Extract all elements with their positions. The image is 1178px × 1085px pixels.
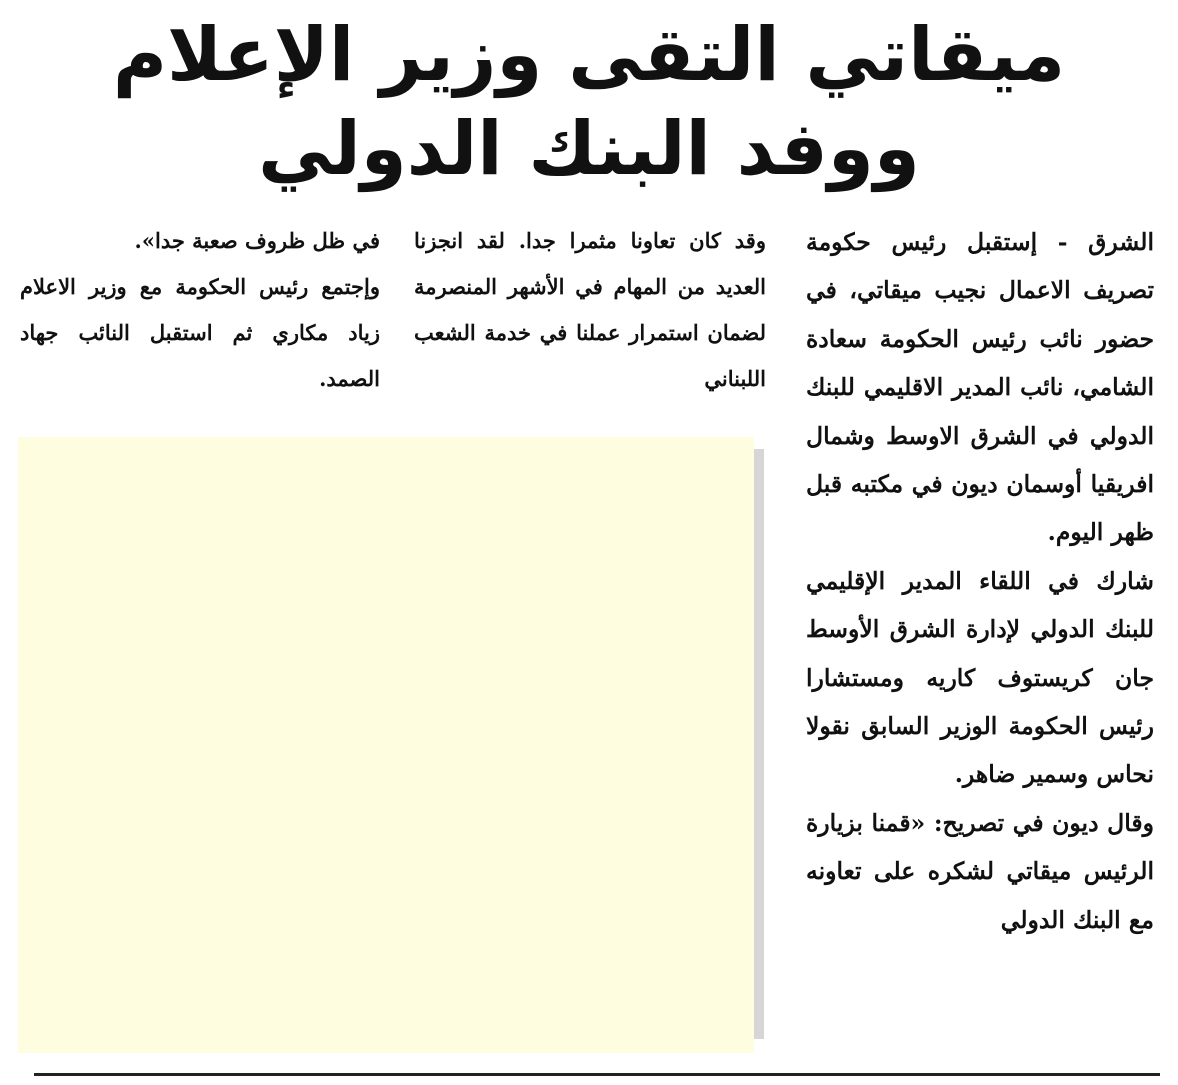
bottom-divider [34, 1073, 1160, 1076]
paragraph: الشرق - إستقبل رئيس حكومة تصريف الاعمال نجيب ميقاتي، في حضور نائب رئيس الحكومة سعادة الشامي، نائب المدير الاقليمي للبنك الدولي في الشرق الاوسط وشمال افريقيا أوسمان ديون في مكتبه قبل ظهر اليوم. [806, 228, 1154, 547]
article-column-right [806, 218, 1154, 944]
paragraph: في ظل ظروف صعبة جدا». [134, 228, 380, 253]
photo-placeholder [18, 437, 754, 1053]
paragraph: شارك في اللقاء المدير الإقليمي للبنك الدولي لإدارة الشرق الأوسط جان كريستوف كاريه ومستشارا رئيس الحكومة الوزير السابق نقولا نحاس وسمير ضاهر. [806, 566, 1154, 789]
article-column-middle [414, 218, 766, 402]
article-column-left [20, 218, 380, 402]
headline [40, 8, 1138, 196]
paragraph: وقد كان تعاونا مثمرا جدا. لقد انجزنا العديد من المهام في الأشهر المنصرمة لضمان استمرار عملنا في خدمة الشعب اللبناني [414, 228, 766, 391]
photo-shadow [754, 449, 764, 1039]
headline-line-2: ووفد البنك الدولي [258, 106, 920, 192]
paragraph: وإجتمع رئيس الحكومة مع وزير الاعلام زياد مكاري ثم استقبل النائب جهاد الصمد. [20, 274, 380, 391]
headline-line-1: ميقاتي التقى وزير الإعلام [112, 12, 1066, 98]
paragraph: وقال ديون في تصريح: «قمنا بزيارة الرئيس ميقاتي لشكره على تعاونه مع البنك الدولي [806, 808, 1154, 934]
